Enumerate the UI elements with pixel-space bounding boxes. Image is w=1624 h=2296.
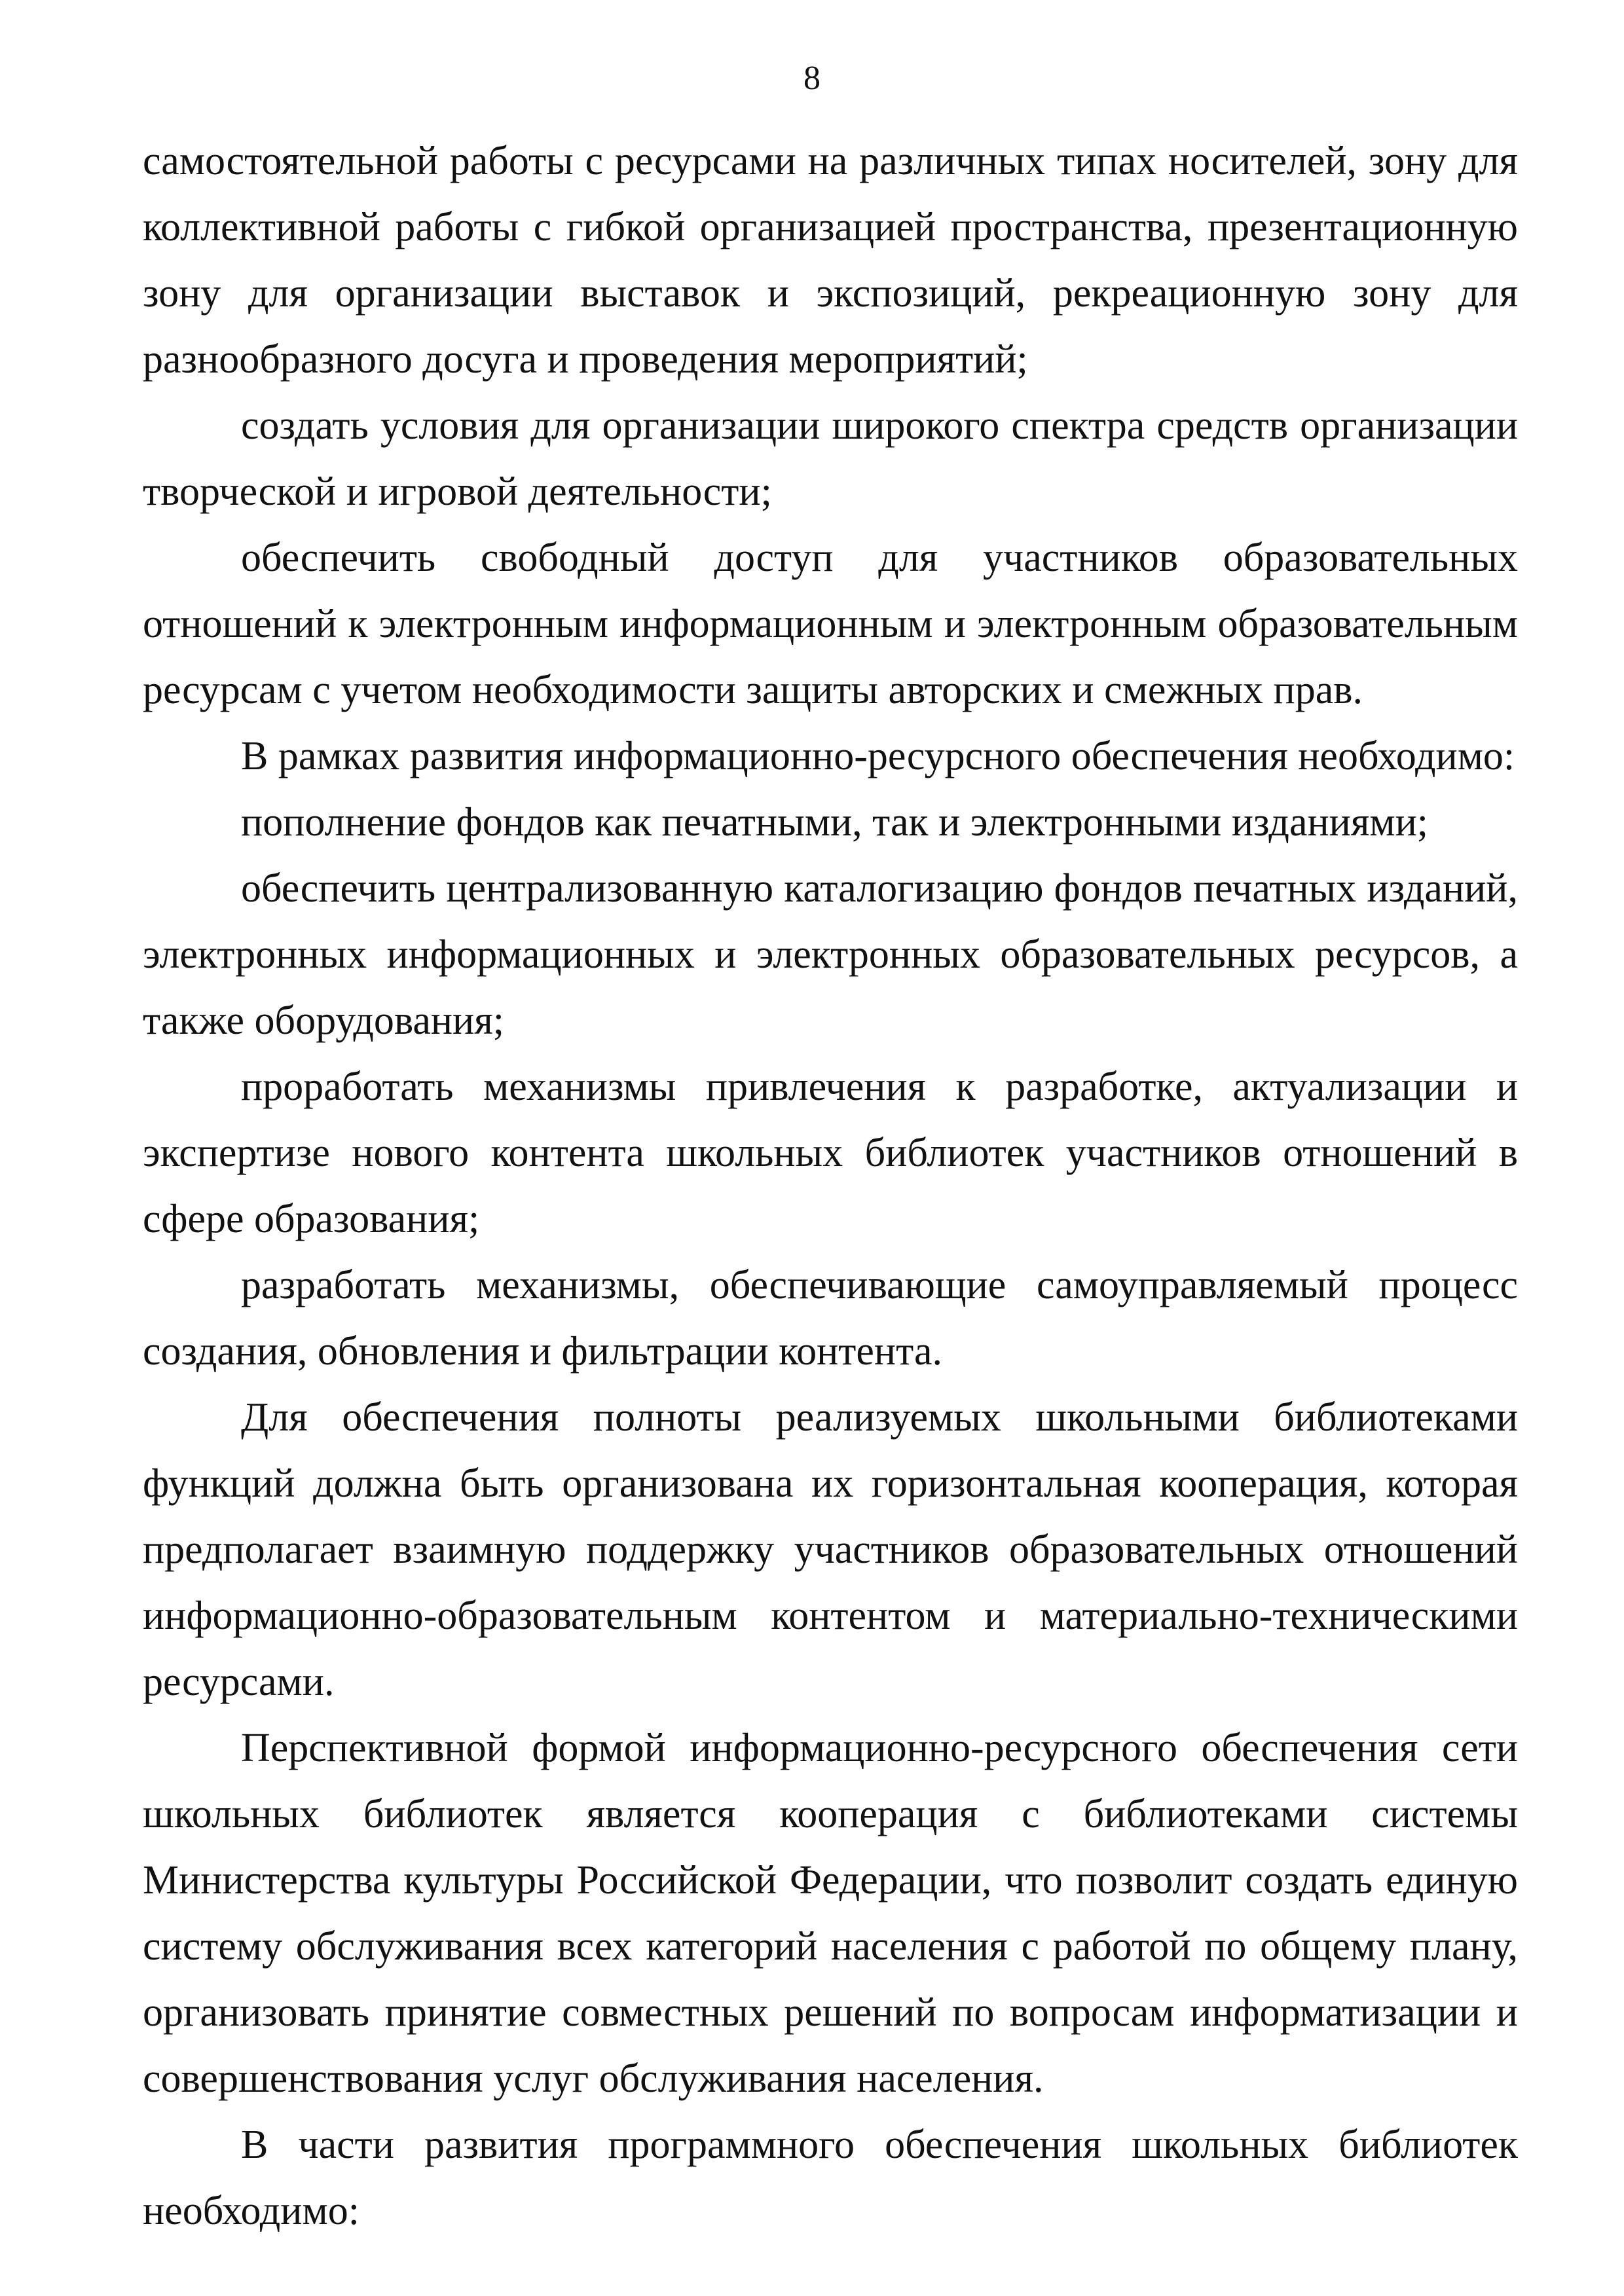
body-text [143,128,1518,2244]
paragraph: Для обеспечения полноты реализуемых школьными библиотеками функций должна быть организована их горизонтальная кооперация, которая предполагает взаимную поддержку участников образовательных отношений информационно-образовательным контентом и материально-техническими ресурсами. [143,1395,1518,1704]
paragraph: обеспечить централизованную каталогизацию фондов печатных изданий, электронных информационных и электронных образовательных ресурсов, а также оборудования; [143,866,1518,1043]
paragraph: пополнение фондов как печатными, так и электронными изданиями; [241,800,1428,845]
paragraph: В рамках развития информационно-ресурсного обеспечения необходимо: [241,734,1515,778]
paragraph: Перспективной формой информационно-ресурсного обеспечения сети школьных библиотек является кооперация с библиотеками системы Министерства культуры Российской Федерации, что позволит создать единую систему обслуживания всех категорий населения с работой по общему плану, организовать принятие совместных решений по вопросам информатизации и совершенствования услуг обслуживания населения. [143,1726,1518,2101]
page-number: 8 [803,60,821,97]
paragraph-continuation: самостоятельной работы с ресурсами на различных типах носителей, зону для коллективной работы с гибкой организацией пространства, презентационную зону для организации выставок и экспозиций, рекреационную зону для разнообразного досуга и проведения мероприятий; [143,139,1518,382]
paragraph: В части развития программного обеспечения школьных библиотек необходимо: [143,2123,1518,2233]
paragraph: обеспечить свободный доступ для участников образовательных отношений к электронным информационным и электронным образовательным ресурсам с учетом необходимости защиты авторских и смежных прав. [143,536,1518,712]
paragraph: создать условия для организации широкого спектра средств организации творческой и игровой деятельности; [143,403,1518,514]
paragraph: проработать механизмы привлечения к разработке, актуализации и экспертизе нового контента школьных библиотек участников отношений в сфере образования; [143,1065,1518,1241]
paragraph: разработать механизмы, обеспечивающие самоуправляемый процесс создания, обновления и фильтрации контента. [143,1263,1518,1374]
